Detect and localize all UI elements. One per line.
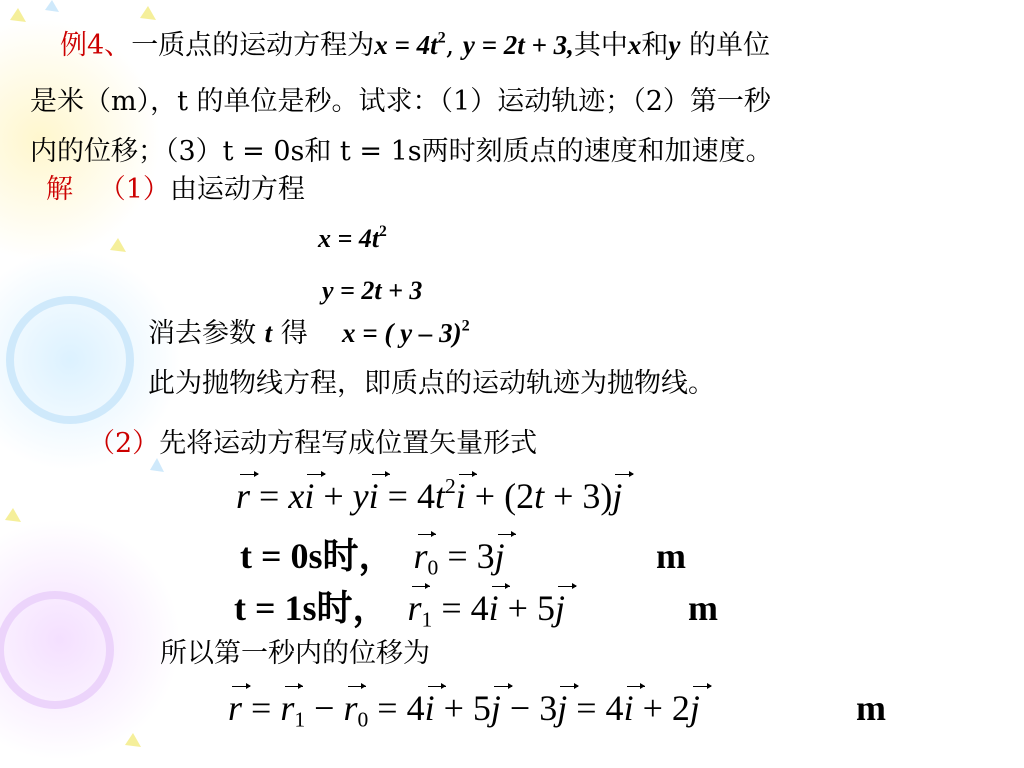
part2-text: 先将运动方程写成位置矢量形式 xyxy=(159,428,538,459)
solution-part1-header xyxy=(46,176,305,203)
parabola-conclusion: 此为抛物线方程，即质点的运动轨迹为抛物线。 xyxy=(148,368,715,399)
problem-line-2: 是米（m），t 的单位是秒。试求：（1）运动轨迹；（2）第一秒 xyxy=(30,86,771,117)
unit-m-2: m xyxy=(688,588,718,628)
position-at-t1: t = 1s时， $r_1 = 4i + 5j$ xyxy=(234,588,565,632)
eliminate-text: 消去参数 xyxy=(148,318,256,349)
equation-x: $x = 4t^2$ xyxy=(374,28,446,60)
example-label: 例4、 xyxy=(60,30,132,61)
position-vector-equation: r = xi + yi = $4t^2i + (2t + 3)j$ xyxy=(236,473,623,516)
problem-line-3: 内的位移；（3）t = 0s和 t = 1s两时刻质点的速度和加速度。 xyxy=(30,136,773,167)
var-y: y xyxy=(668,30,681,60)
problem-text-c: 的单位 xyxy=(680,30,770,61)
t0-text: t = 0s时， xyxy=(240,536,395,576)
parabola-equation: x = ( y – 3)$^2$ xyxy=(342,316,470,348)
equation-1: $x = 4t^2$ xyxy=(318,223,387,253)
solution-label: 解 xyxy=(46,174,73,205)
displacement-intro: 所以第一秒内的位移为 xyxy=(160,638,430,669)
unit-m-1: m xyxy=(656,536,686,576)
problem-and: 和 xyxy=(641,30,669,61)
eliminate-de: 得 xyxy=(280,318,308,349)
var-x: x xyxy=(627,30,642,60)
problem-line-1 xyxy=(60,28,770,61)
eliminate-line xyxy=(148,316,470,349)
unit-m-3: m xyxy=(856,688,886,728)
part2-label: （2） xyxy=(88,428,160,459)
equation-2: y = 2t + 3 xyxy=(322,276,423,305)
part1-label: （1） xyxy=(98,174,170,205)
problem-text-a: 一质点的运动方程为 xyxy=(131,30,375,61)
equation-y: y = 2t + 3, xyxy=(462,30,574,60)
part1-text: 由运动方程 xyxy=(169,174,305,205)
position-at-t0: t = 0s时， $r_0 = 3j$ xyxy=(240,536,505,580)
problem-text-b: 其中 xyxy=(573,30,628,61)
t1-text: t = 1s时， xyxy=(234,588,389,628)
solution-part2-header xyxy=(88,430,537,457)
separator: , xyxy=(445,30,455,61)
eliminate-var: t xyxy=(264,318,273,348)
displacement-equation: $r = r_1 - r_0 = 4i + 5j - 3j = 4i + 2j$ xyxy=(228,688,700,732)
